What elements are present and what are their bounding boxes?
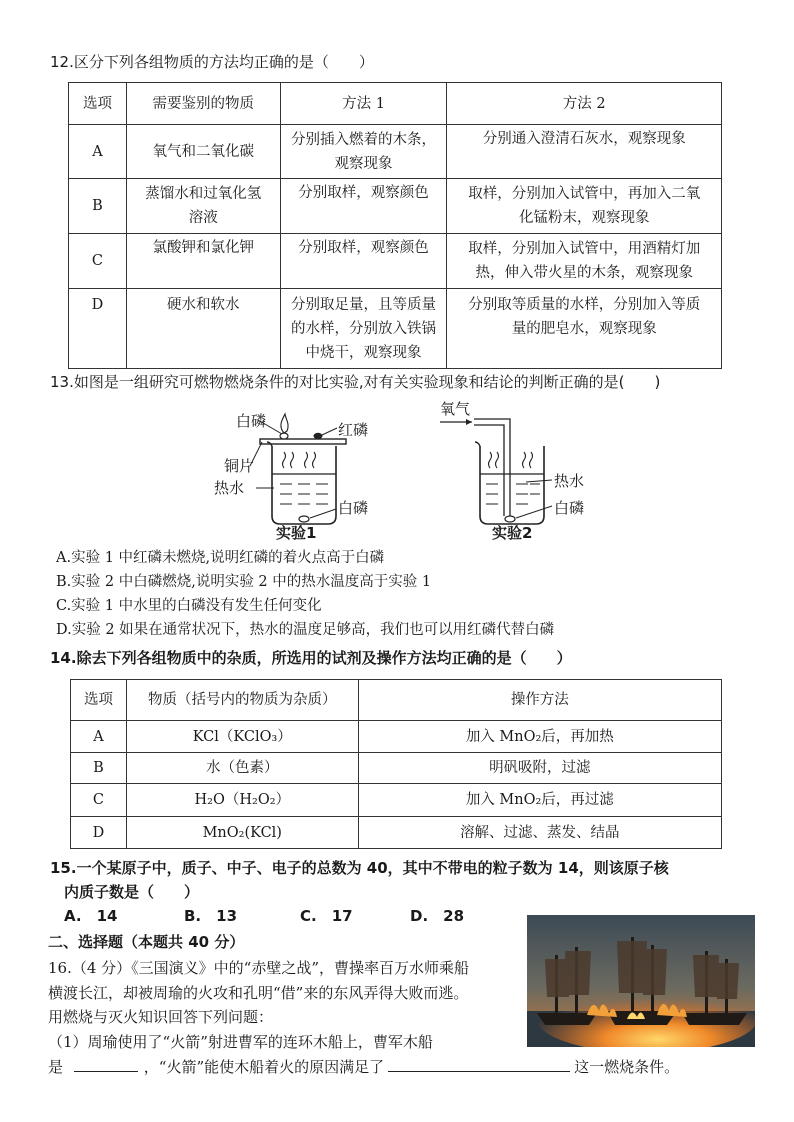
option-cell: A	[69, 125, 127, 179]
cell-line: 分别通入澄清石灰水，观察现象	[482, 131, 686, 147]
cell-line: 量的肥皂水，观察现象	[511, 321, 657, 337]
answer-blank-1[interactable]	[74, 1057, 138, 1072]
steam-lines	[283, 452, 316, 468]
substance-cell: 氯酸钾和氯化钾	[126, 234, 280, 289]
method2-cell	[447, 289, 722, 369]
cell-line: 分别取足量，且等质量	[291, 296, 437, 313]
option-cell: C	[69, 234, 127, 289]
flame-icon	[281, 414, 288, 433]
q14-table	[70, 679, 722, 849]
q15-option-d: D. 28	[410, 907, 465, 925]
caption-experiment2: 实验2	[492, 524, 533, 542]
q16-line1: 16.（4 分）《三国演义》中的“赤壁之战”，曹操率百万水师乘船	[48, 959, 470, 977]
substance-cell: 水（色素）	[126, 753, 358, 784]
method1-cell	[280, 179, 447, 234]
q13-option-a: A.实验 1 中红磷未燃烧,说明红磷的着火点高于白磷	[56, 550, 385, 566]
cell-line: 蒸馏水和过氧化氢	[145, 186, 262, 202]
q14-stem: 14.除去下列各组物质中的杂质，所选用的试剂及操作方法均正确的是（ ）	[50, 649, 572, 667]
method2-cell	[447, 234, 722, 289]
header-cell: 方法 2	[447, 83, 722, 125]
label-oxygen: 氧气	[440, 400, 471, 418]
method1-cell	[280, 289, 447, 369]
cell-line: 的水样，分别放入铁锅	[291, 320, 437, 337]
cell-line: 溶液	[188, 210, 218, 226]
table-row	[71, 817, 722, 849]
substance-cell: 硬水和软水	[126, 289, 280, 369]
label-white-phosphorus-water: 白磷	[554, 499, 585, 517]
q15-stem-line1: 15.一个某原子中，质子、中子、电子的总数为 40，其中不带电的粒子数为 14，则该原子核	[50, 859, 669, 877]
substance-cell: H₂O（H₂O₂）	[126, 784, 358, 817]
substance-cell: MnO₂(KCl)	[126, 817, 358, 849]
q13-stem: 13.如图是一组研究可燃物燃烧条件的对比实验,对有关实验现象和结论的判断正确的是( )	[50, 373, 661, 391]
table-row	[69, 179, 722, 234]
table-row	[71, 784, 722, 817]
header-cell: 选项	[69, 83, 127, 125]
method2-cell	[447, 179, 722, 234]
q15-stem-line2: 内质子数是（ ）	[64, 883, 200, 901]
q13-option-d: D.实验 2 如果在通常状况下，热水的温度足够高，我们也可以用红磷代替白磷	[56, 622, 555, 638]
water-lines	[486, 484, 540, 504]
substance-cell: KCl（KClO₃）	[126, 721, 358, 753]
q16-line5-start: 是	[48, 1058, 64, 1076]
q15-option-b: B. 13	[184, 907, 238, 925]
table-row	[71, 753, 722, 784]
q16-line3: 用燃烧与灭火知识回答下列问题：	[48, 1008, 274, 1026]
substance-cell: 氧气和二氧化碳	[126, 125, 280, 179]
copper-plate	[260, 439, 346, 444]
label-copper-plate: 铜片	[224, 457, 255, 475]
header-cell: 选项	[71, 680, 127, 721]
water-lines	[280, 484, 328, 504]
method-cell: 加入 MnO₂后，再过滤	[358, 784, 721, 817]
header-cell: 物质（括号内的物质为杂质）	[126, 680, 358, 721]
label-white-phosphorus-top: 白磷	[236, 412, 267, 430]
q12-stem: 12.区分下列各组物质的方法均正确的是（ ）	[50, 53, 374, 71]
option-cell: B	[71, 753, 127, 784]
red-phosphorus	[314, 433, 323, 439]
label-hot-water: 热水	[554, 472, 585, 490]
q15-option-c: C. 17	[300, 907, 353, 925]
battle-of-red-cliffs-image	[527, 915, 755, 1047]
label-white-phosphorus-water: 白磷	[338, 499, 369, 517]
label-hot-water: 热水	[214, 479, 245, 497]
cell-line: 分别取样，观察颜色	[298, 185, 429, 201]
header-cell: 操作方法	[358, 680, 721, 721]
method-cell: 加入 MnO₂后，再加热	[358, 721, 721, 753]
cell-line: 分别取等质量的水样，分别加入等质	[468, 297, 701, 313]
table-row	[69, 289, 722, 369]
q16-line5-mid: ，“火箭”能使木船着火的原因满足了	[143, 1058, 385, 1076]
q13-option-b: B.实验 2 中白磷燃烧,说明实验 2 中的热水温度高于实验 1	[56, 574, 432, 590]
header-cell: 需要鉴别的物质	[126, 83, 280, 125]
q16-line2: 横渡长江，却被周瑜的火攻和孔明“借”来的东风弄得大败而逃。	[48, 984, 469, 1002]
q12-table	[68, 82, 722, 369]
cell-line: 取样，分别加入试管中，用酒精灯加	[468, 241, 701, 257]
cell-line: 分别插入燃着的木条，	[291, 131, 437, 148]
cell-line: 化锰粉末，观察现象	[518, 210, 650, 226]
caption-experiment1: 实验1	[276, 524, 317, 542]
cell-line: 中烧干，观察现象	[305, 344, 422, 361]
table-row	[71, 721, 722, 753]
table-row	[69, 125, 722, 179]
method1-cell: 分别取样，观察颜色	[280, 234, 447, 289]
substance-cell	[126, 179, 280, 234]
answer-blank-2[interactable]	[388, 1057, 570, 1072]
q15-option-a: A. 14	[64, 907, 118, 925]
section-title: 二、选择题（本题共 40 分）	[48, 933, 245, 951]
option-cell: D	[71, 817, 127, 849]
table-header-row	[71, 680, 722, 721]
table-header-row	[69, 83, 722, 125]
option-cell: C	[71, 784, 127, 817]
method1-cell	[280, 125, 447, 179]
cell-line: 热，伸入带火星的木条，观察现象	[475, 265, 693, 281]
q16-line4: （1）周瑜使用了“火箭”射进曹军的连环木船上，曹军木船	[48, 1033, 433, 1051]
method-cell: 溶解、过滤、蒸发、结晶	[358, 817, 721, 849]
option-cell: B	[69, 179, 127, 234]
option-cell: D	[69, 289, 127, 369]
q16-line5	[48, 1057, 679, 1077]
method-cell: 明矾吸附，过滤	[358, 753, 721, 784]
label-red-phosphorus: 红磷	[338, 421, 369, 439]
table-row	[69, 234, 722, 289]
method2-cell	[447, 125, 722, 179]
cell-line: 取样，分别加入试管中，再加入二氧	[468, 186, 701, 202]
q16-line5-end: 这一燃烧条件。	[574, 1058, 680, 1076]
header-cell: 方法 1	[280, 83, 447, 125]
option-cell: A	[71, 721, 127, 753]
cell-line: 观察现象	[334, 155, 393, 172]
q13-option-c: C.实验 1 中水里的白磷没有发生任何变化	[56, 598, 322, 614]
